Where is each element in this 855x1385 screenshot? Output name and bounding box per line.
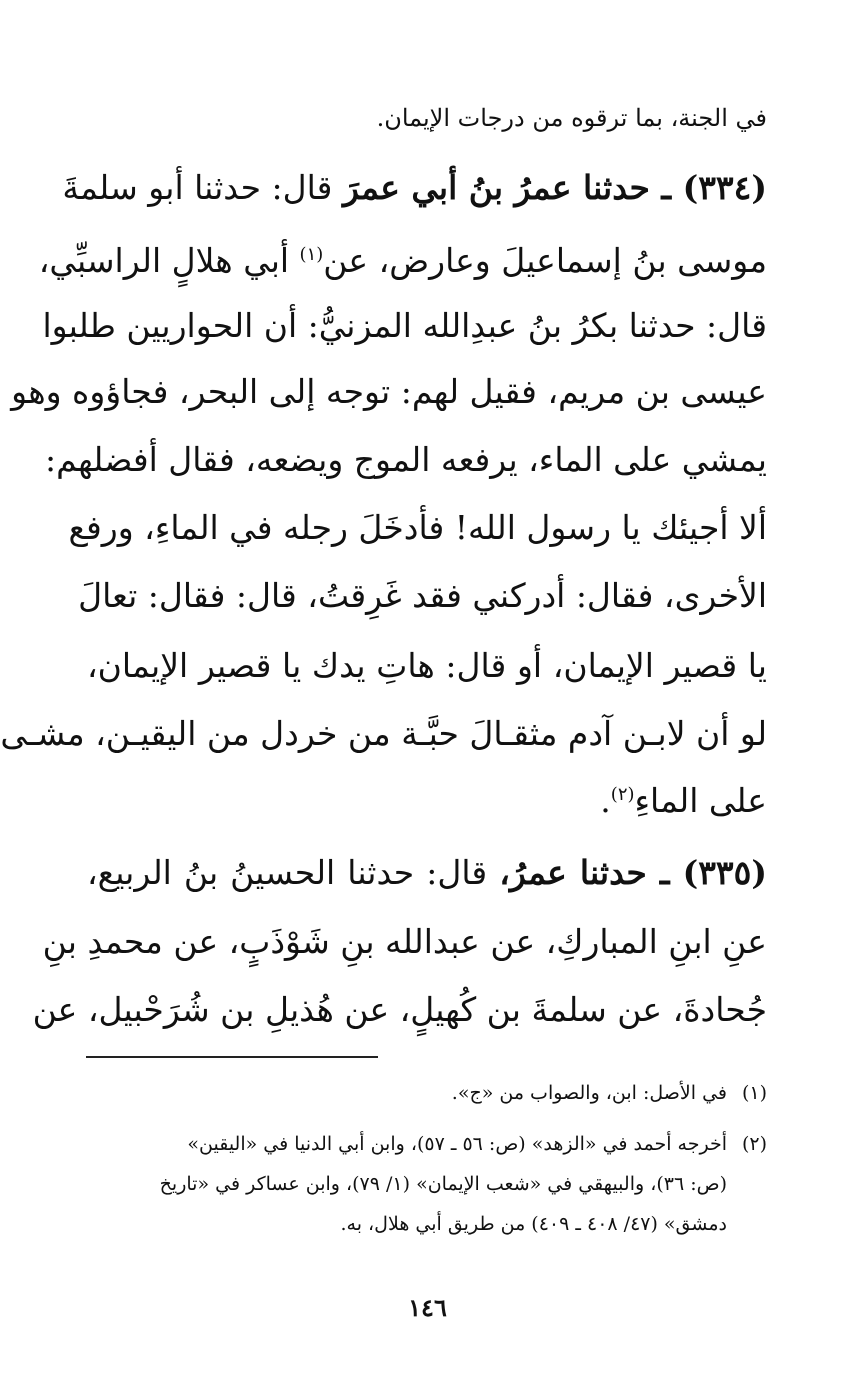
footnote-2-text-line-3: دمشق» (٤٧/ ٤٠٨ ـ ٤٠٩) من طريق أبي هلال، به. [340,1213,727,1235]
hadith-335-number: (٣٣٥) ـ حدثنا عمرُ، [499,853,767,892]
text-line-11 [87,773,767,829]
footnote-1-label: (١) [741,1082,767,1104]
text-line-11-part-b: . [600,781,611,820]
text-line-1: في الجنة، بما ترقوه من درجات الإيمان. [376,104,767,132]
footnote-ref-2: (٢) [610,784,635,805]
page-number: ١٤٦ [408,1293,447,1322]
text-line-7: ألا أجيئك يا رسول الله! فأدخَلَ رجله في الماءِ، ورفع [68,508,767,547]
text-line-8: الأخرى، فقال: أدركني فقد غَرِقتُ، قال: فقال: تعالَ [78,576,767,615]
footnote-2-text-line-1: أخرجه أحمد في «الزهد» (ص: ٥٦ ـ ٥٧)، وابن أبي الدنيا في «اليقين» [187,1133,727,1155]
hadith-334-heading-line [62,160,767,216]
text-line-3-part-a: موسى بنُ إسماعيلَ وعارض، عن [323,241,767,280]
text-line-4: قال: حدثنا بكرُ بنُ عبدِالله المزنيُّ: أن الحواريين طلبوا [42,306,767,345]
hadith-335-heading-rest: قال: حدثنا الحسينُ بنُ الربيع، [87,853,500,892]
text-line-14: جُحادةَ، عن سلمةَ بن كُهيلٍ، عن هُذيلِ بن شُرَحْبيل، عن [32,990,767,1029]
text-line-13: عنِ ابنِ المباركِ، عن عبدالله بنِ شَوْذَبٍ، عن محمدِ بنِ [42,922,767,961]
text-line-9: يا قصير الإيمان، أو قال: هاتِ يدك يا قصير الإيمان، [87,646,767,685]
text-line-10: لو أن لابـن آدم مثقـالَ حبَّـة من خردل من اليقيـن، مشـى [0,714,767,753]
text-line-3-part-b: أبي هلالٍ الراسبِّي، [38,241,300,280]
footnote-divider [86,1056,378,1058]
text-line-5: عيسى بن مريم، فقيل لهم: توجه إلى البحر، فجاؤوه وهو [11,372,767,411]
text-line-11-part-a: على الماءِ [634,781,767,820]
footnote-2 [77,1126,767,1162]
footnote-ref-1: (١) [299,244,324,265]
text-line-6: يمشي على الماء، يرفعه الموج ويضعه، فقال أفضلهم: [45,440,767,479]
hadith-334-number: (٣٣٤) ـ حدثنا عمرُ بنُ أبي عمرَ [342,168,767,207]
hadith-334-heading-rest: قال: حدثنا أبو سلمةَ [62,168,343,207]
footnote-2-label: (٢) [741,1133,767,1155]
footnote-1-text: في الأصل: ابن، والصواب من «ج». [451,1082,727,1104]
footnote-1 [77,1075,767,1111]
hadith-335-heading-line [87,845,767,901]
footnote-2-text-line-2: (ص: ٣٦)، والبيهقي في «شعب الإيمان» (١/ ٧٩)، وابن عساكر في «تاريخ [159,1173,727,1195]
text-line-3 [38,233,767,289]
